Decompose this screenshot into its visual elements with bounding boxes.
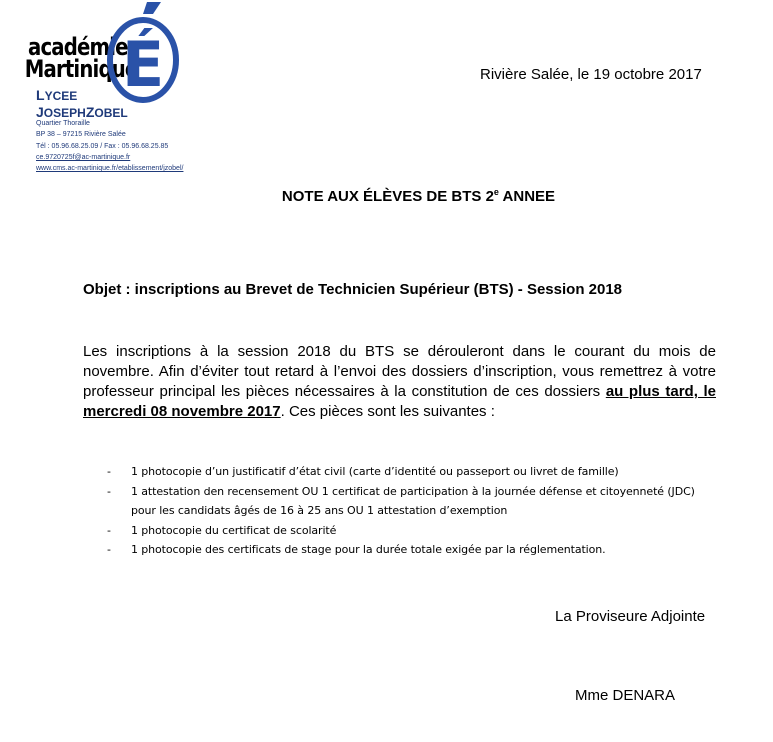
signer-name: Mme DENARA bbox=[575, 687, 676, 704]
list-item-text: 1 photocopie des certificats de stage pour la durée totale exigée par la réglementation. bbox=[131, 543, 606, 556]
list-bullet: - bbox=[107, 484, 111, 498]
list-item-text: 1 photocopie du certificat de scolarité bbox=[131, 523, 337, 537]
list-item-text: 1 attestation den recensement OU 1 certificat de participation à la journée défense et citoyenneté (JDC) pour les candidats âgés de 16 à 25 ans OU 1 attestation d’exemption bbox=[131, 484, 695, 517]
title-text: NOTE AUX ÉLÈVES DE BTS 2 bbox=[281, 188, 494, 205]
paragraph-text: Les inscriptions à la session 2018 du BTS se dérouleront dans le courant du mois de novembre. Afin d’éviter tout retard à l’envoi des dossiers d’inscription, vous remettrez à votre professeur principal les pièces nécessaires à la constitution de ces dossiers bbox=[83, 343, 716, 400]
list-item bbox=[0, 482, 700, 521]
list-bullet: - bbox=[107, 465, 111, 478]
document-title bbox=[0, 188, 773, 205]
subject-line: Objet : inscriptions au Brevet de Technicien Supérieur (BTS) - Session 2018 bbox=[83, 281, 623, 298]
list-bullet: - bbox=[107, 543, 111, 556]
logo-line-martinique: Martinique bbox=[24, 55, 138, 83]
logo-line-academie: académie bbox=[28, 33, 128, 61]
logo-accent bbox=[143, 2, 161, 14]
website-link[interactable]: www.cms.ac-martinique.fr/etablissement/jzobel/ bbox=[36, 165, 184, 172]
logo-e-letter: É bbox=[121, 28, 165, 101]
title-text-end: ANNEE bbox=[498, 188, 556, 205]
signatory-title: La Proviseure Adjointe bbox=[555, 608, 706, 625]
school-name-cap: J bbox=[36, 104, 44, 120]
list-item bbox=[0, 540, 700, 560]
address-line: Quartier Thoraille bbox=[36, 120, 90, 127]
email-link[interactable]: ce.9720725f@ac-martinique.fr bbox=[36, 154, 131, 161]
school-name-rest: OBEL bbox=[94, 106, 128, 120]
list-item-text: 1 photocopie d’un justificatif d’état civil (carte d’identité ou passeport ou livret de famille) bbox=[131, 465, 619, 478]
title-superscript: e bbox=[493, 187, 499, 197]
school-name-cap: Z bbox=[85, 104, 95, 120]
list-item bbox=[0, 462, 700, 482]
required-documents-list bbox=[0, 462, 700, 560]
paragraph-text-end: . Ces pièces sont les suivantes : bbox=[280, 403, 495, 420]
list-item bbox=[0, 521, 700, 541]
date-line: Rivière Salée, le 19 octobre 2017 bbox=[480, 66, 702, 83]
list-bullet: - bbox=[107, 523, 111, 537]
address-line: BP 38 – 97215 Rivière Salée bbox=[36, 131, 126, 138]
school-name-rest: YCEE bbox=[44, 89, 78, 103]
phone-fax-line: Tél : 05.96.68.25.09 / Fax : 05.96.68.25.85 bbox=[36, 143, 169, 150]
school-name bbox=[36, 87, 128, 121]
deadline-emphasis: au plus tard, le mercredi 08 novembre 2017 bbox=[83, 383, 716, 420]
school-name-cap: L bbox=[36, 87, 45, 103]
school-name-rest: OSEPH bbox=[43, 106, 86, 120]
body-paragraph bbox=[83, 342, 716, 422]
